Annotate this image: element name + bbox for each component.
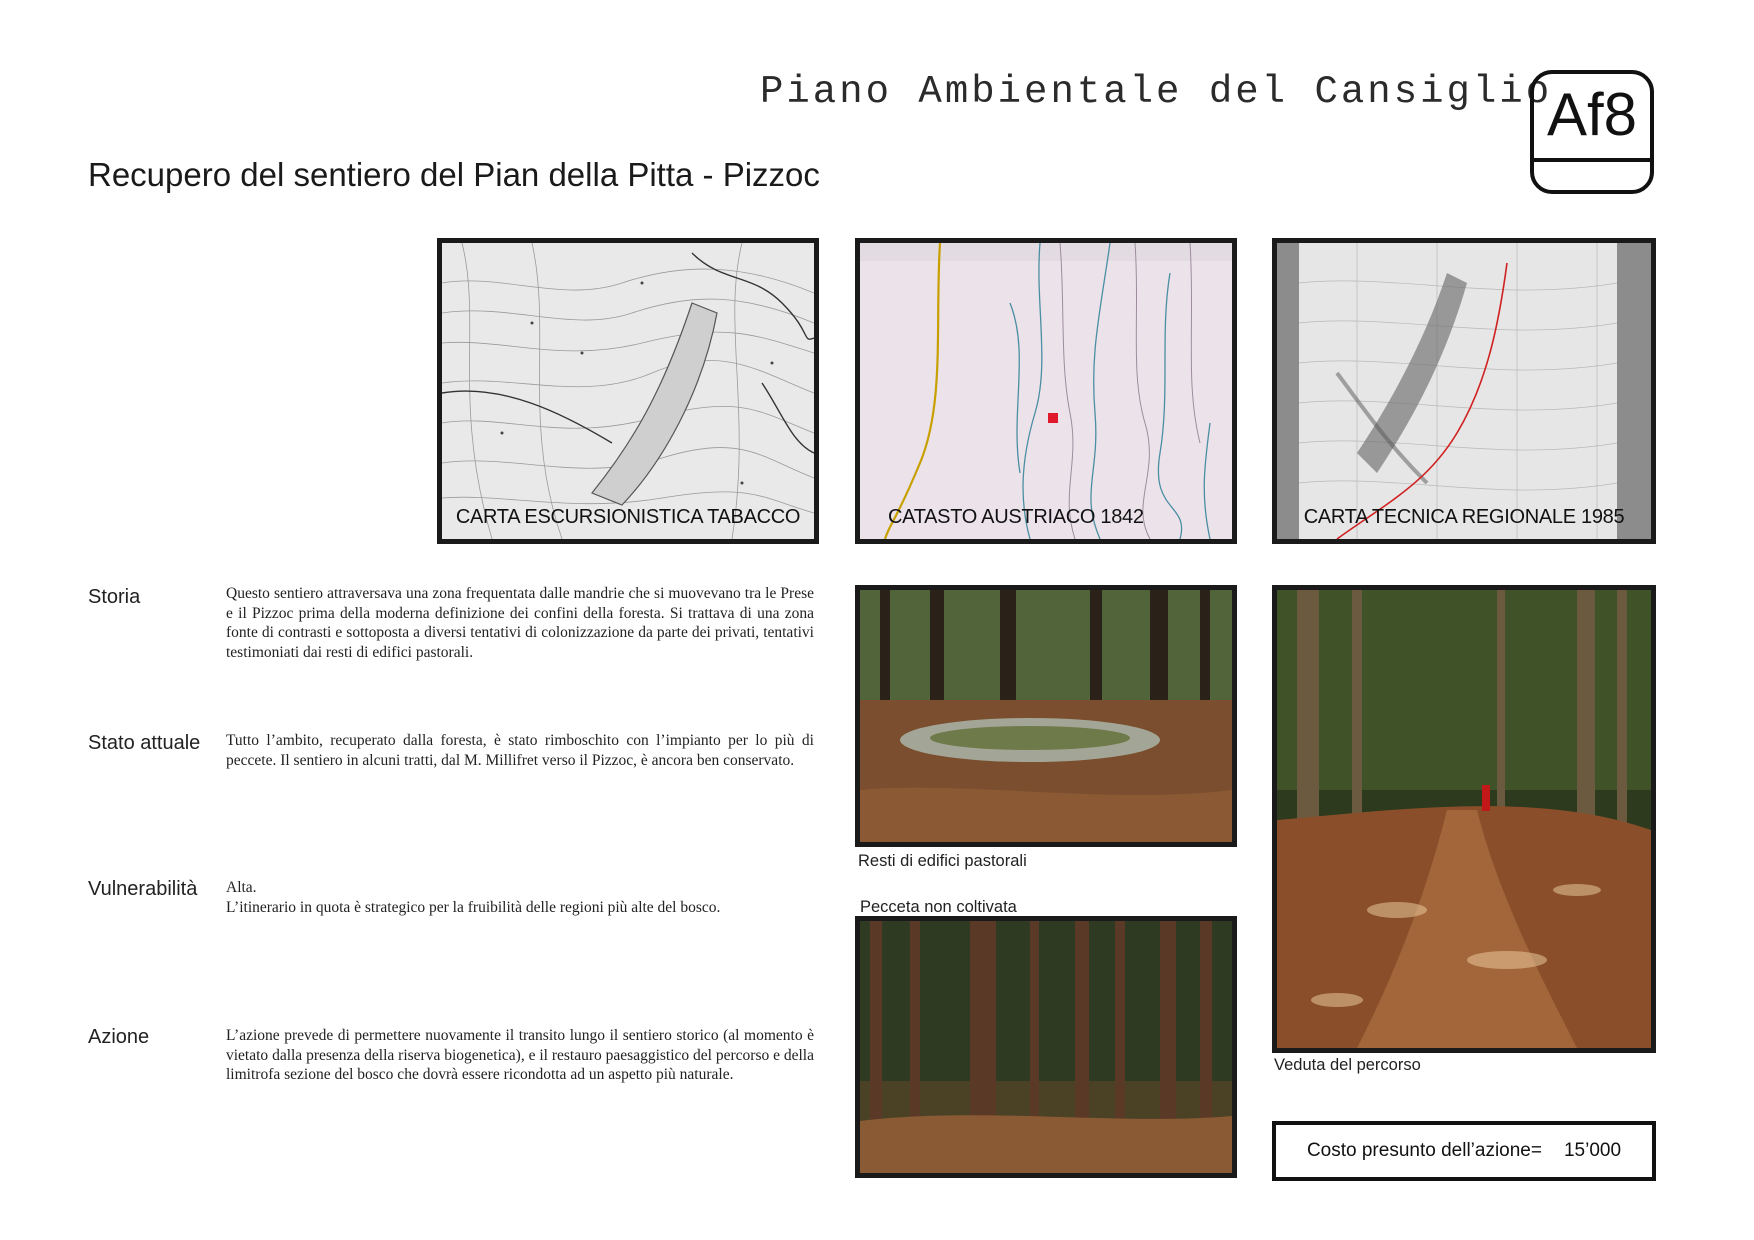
- section-vulnerabilita-text: [226, 878, 814, 917]
- section-azione-text: L’azione prevede di permettere nuovamente il transito lungo il sentiero storico (al momento è vietato dalla presenza della riserva biogenetica), e il restauro paesaggistico del percorso e della limitrofa sezione del bosco che dovrà essere ricondotta ad un aspetto più naturale.: [226, 1027, 814, 1083]
- section-storia-label: Storia: [88, 586, 141, 608]
- photo-spruce-caption: Pecceta non coltivata: [860, 898, 1017, 916]
- section-storia-text: Questo sentiero attraversava una zona frequentata dalle mandrie che si muovevano tra le Prese e il Pizzoc prima della moderna definizione dei confini della foresta. Si trattava di una zona fonte di contrasti e sottoposta a diversi tentativi di colonizzazione da parte dei privati, tentativi testimoniati dai resti di edifici pastorali.: [226, 585, 814, 661]
- photo-path-caption: Veduta del percorso: [1274, 1056, 1421, 1074]
- vulnerabilita-note: L’itinerario in quota è strategico per la fruibilità delle regioni più alte del bosco.: [226, 898, 721, 916]
- map-ctr-image: [1277, 243, 1651, 539]
- section-azione-label: Azione: [88, 1026, 150, 1048]
- vulnerabilita-level: Alta.: [226, 879, 257, 896]
- plan-title: Piano Ambientale del Cansiglio: [760, 70, 1553, 114]
- page-title: Recupero del sentiero del Pian della Pitta - Pizzoc: [88, 156, 820, 193]
- photo-ruins: [855, 585, 1237, 847]
- map-catasto: [855, 238, 1237, 544]
- cost-box: [1272, 1121, 1656, 1181]
- map-ctr-label: CARTA TECNICA REGIONALE 1985: [1303, 506, 1625, 528]
- map-catasto-image: [860, 243, 1232, 539]
- photo-spruce: [855, 916, 1237, 1178]
- sheet-code-divider: [1534, 158, 1650, 162]
- map-tabacco: [437, 238, 819, 544]
- photo-path: [1272, 585, 1656, 1053]
- map-tabacco-image: [442, 243, 814, 539]
- sheet-code: Af8: [1546, 81, 1638, 148]
- cost-value: 15’000: [1563, 1140, 1622, 1161]
- photo-path-image: [1277, 590, 1651, 1048]
- section-stato-text: Tutto l’ambito, recuperato dalla foresta, è stato rimboschito con l’impianto per lo più di peccete. Il sentiero in alcuni tratti, dal M. Millifret verso il Pizzoc, è ancora ben conservato.: [226, 732, 814, 769]
- cost-label: Costo presunto dell’azione=: [1306, 1140, 1542, 1161]
- map-ctr: [1272, 238, 1656, 544]
- section-stato-label: Stato attuale: [88, 732, 201, 754]
- photo-ruins-image: [860, 590, 1232, 842]
- sheet-code-box: [1530, 70, 1654, 194]
- section-vulnerabilita-label: Vulnerabilità: [88, 878, 198, 900]
- map-tabacco-label: CARTA ESCURSIONISTICA TABACCO: [455, 506, 801, 528]
- map-catasto-label: CATASTO AUSTRIACO 1842: [888, 506, 1144, 528]
- photo-spruce-image: [860, 921, 1232, 1173]
- photo-ruins-caption: Resti di edifici pastorali: [858, 852, 1027, 870]
